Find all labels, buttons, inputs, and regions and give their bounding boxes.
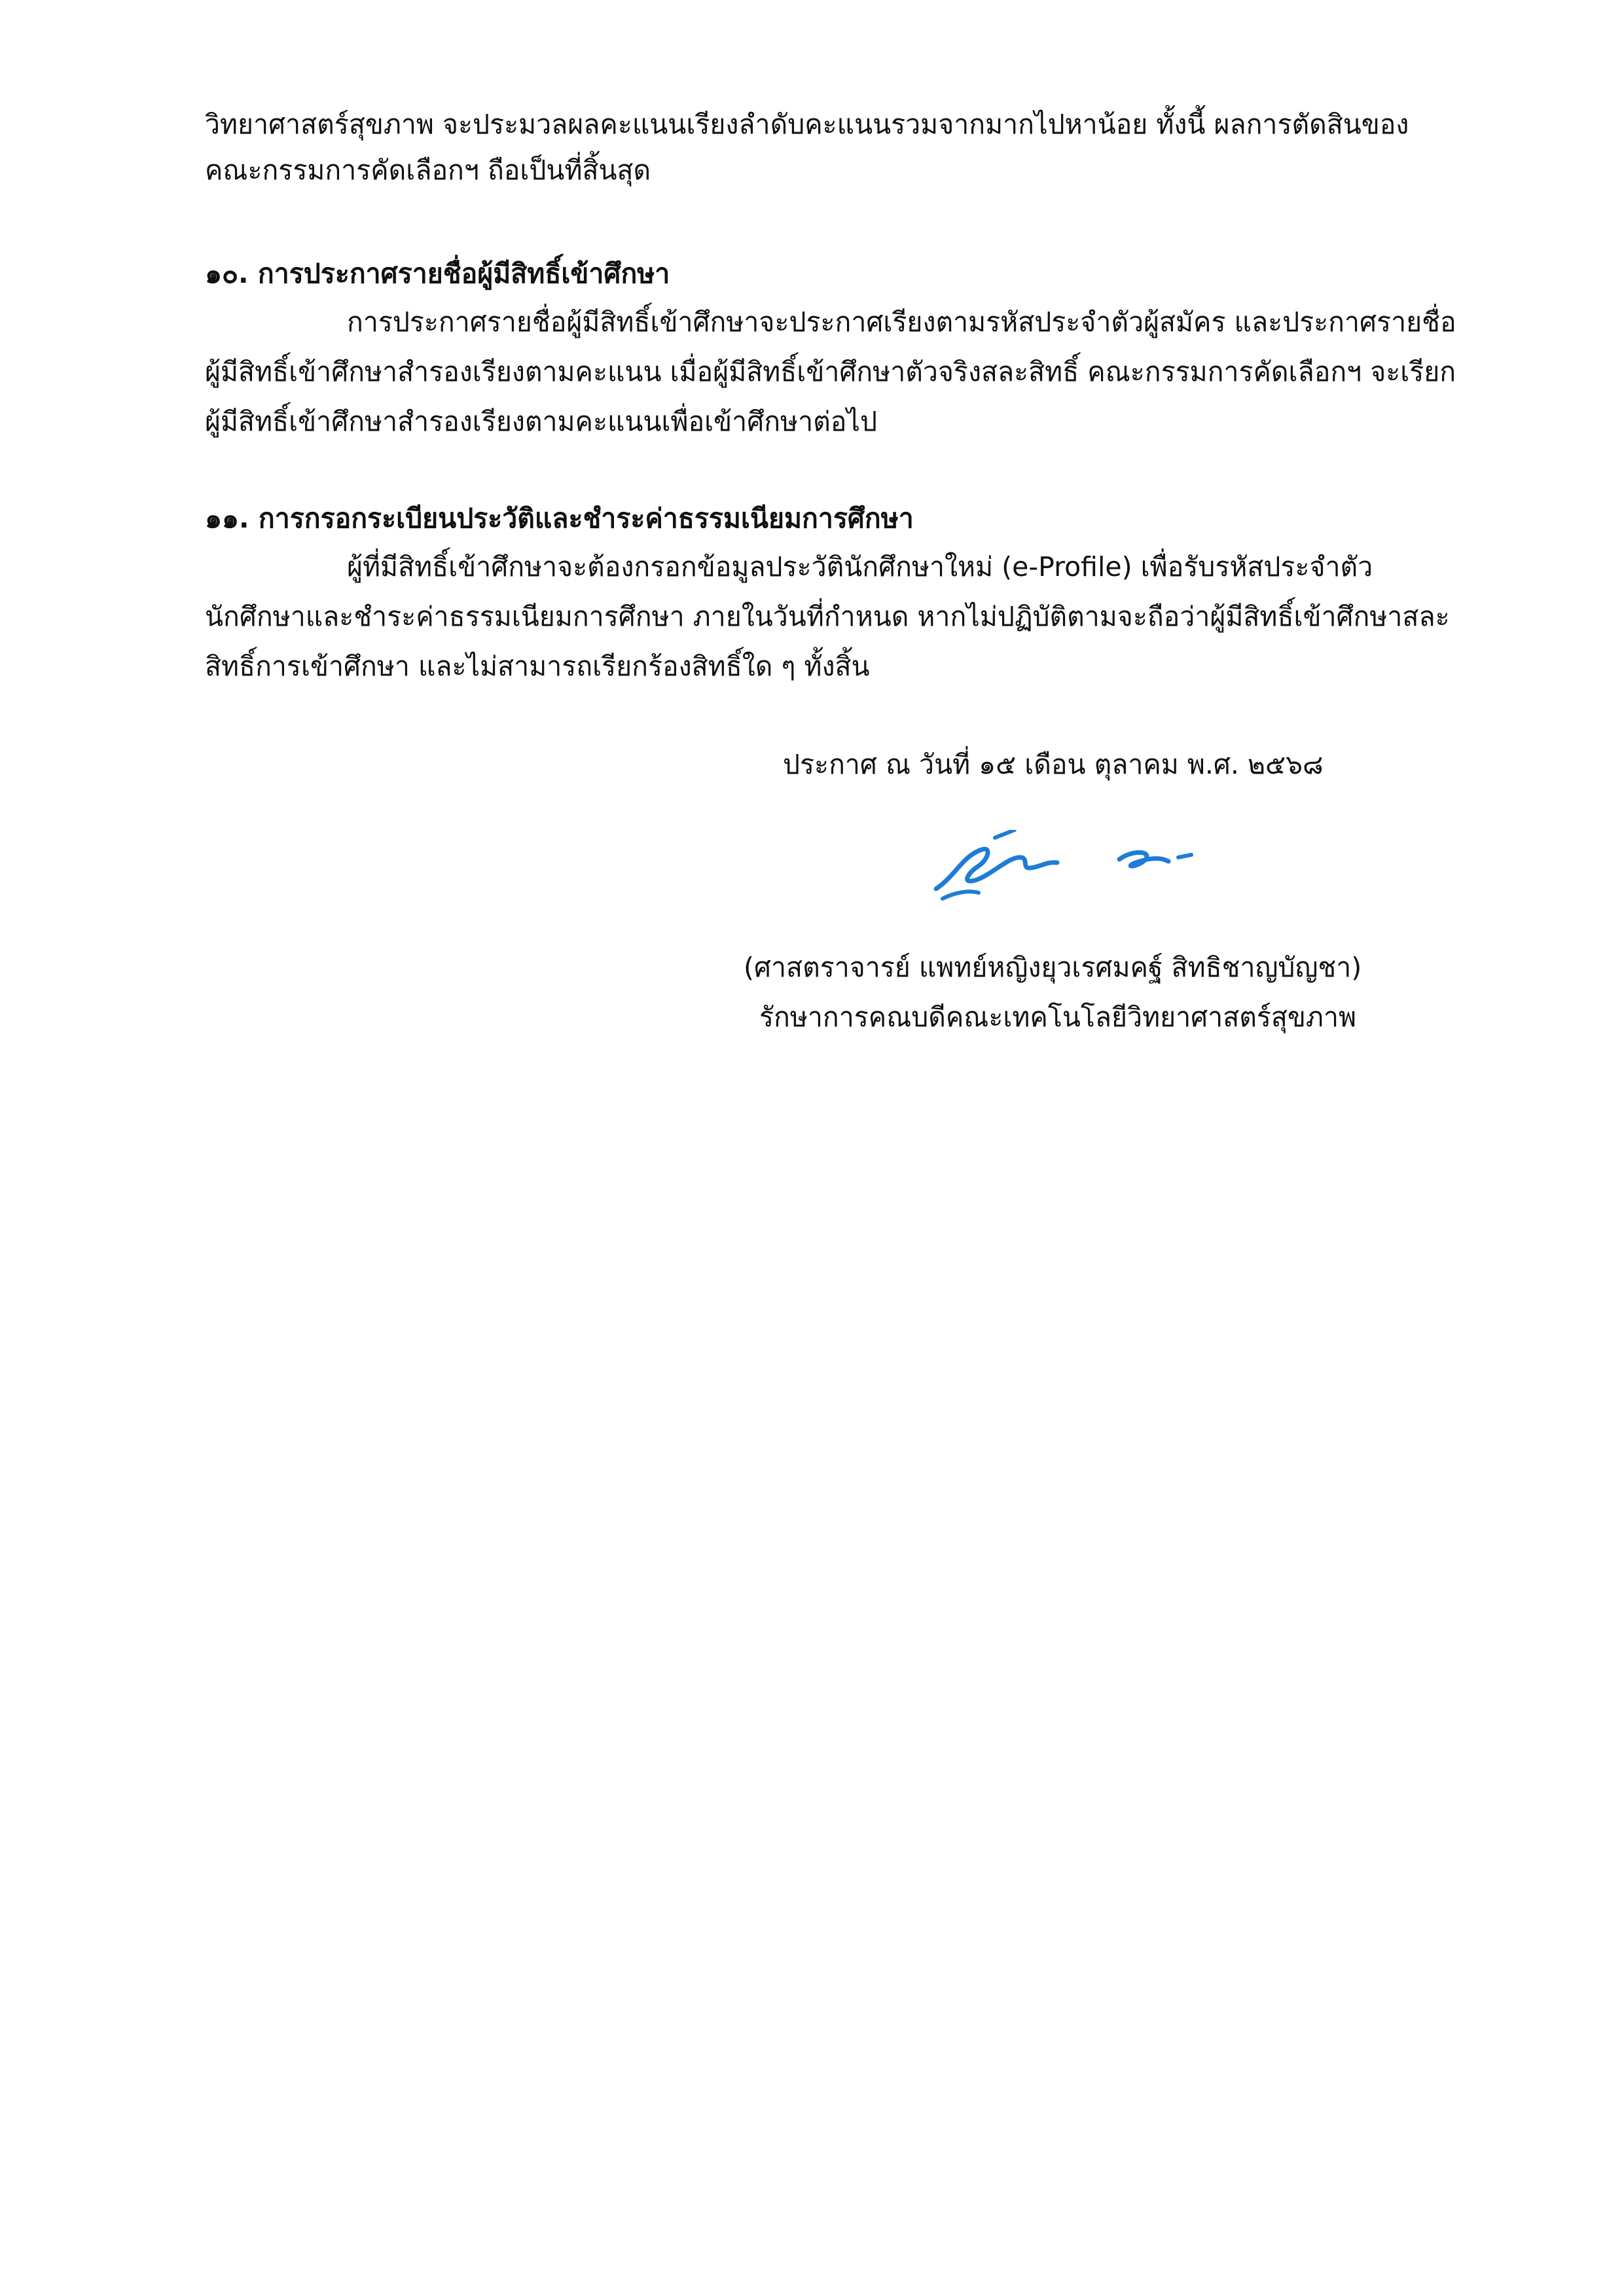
section-10-heading: ๑๐. การประกาศรายชื่อผู้มีสิทธิ์เข้าศึกษา <box>205 258 670 289</box>
signature-image <box>916 830 1244 922</box>
section-11-line-2: นักศึกษาและชำระค่าธรรมเนียมการศึกษา ภายในวันที่กำหนด หากไม่ปฏิบัติตามจะถือว่าผู้มีสิทธิ์เข้าศึกษาสละ <box>205 601 1450 632</box>
section-10-line-1: การประกาศรายชื่อผู้มีสิทธิ์เข้าศึกษาจะประกาศเรียงตามรหัสประจำตัวผู้สมัคร และประกาศรายชื่อ <box>347 306 1456 338</box>
signer-title: รักษาการคณบดีคณะเทคโนโลยีวิทยาศาสตร์สุขภาพ <box>759 1001 1356 1033</box>
section-10-line-3: ผู้มีสิทธิ์เข้าศึกษาสำรองเรียงตามคะแนนเพื่อเข้าศึกษาต่อไป <box>205 406 878 437</box>
intro-line-1: วิทยาศาสตร์สุขภาพ จะประมวลผลคะแนนเรียงลำดับคะแนนรวมจากมากไปหาน้อย ทั้งนี้ ผลการตัดสินของ <box>205 109 1409 140</box>
section-11-heading: ๑๑. การกรอกระเบียนประวัติและชำระค่าธรรมเนียมการศึกษา <box>205 503 914 534</box>
section-10-line-2: ผู้มีสิทธิ์เข้าศึกษาสำรองเรียงตามคะแนน เมื่อผู้มีสิทธิ์เข้าศึกษาตัวจริงสละสิทธิ์ คณะกรรมการคัดเลือกฯ จะเรียก <box>205 356 1456 387</box>
intro-line-2: คณะกรรมการคัดเลือกฯ ถือเป็นที่สิ้นสุด <box>205 154 651 186</box>
section-11-line-3: สิทธิ์การเข้าศึกษา และไม่สามารถเรียกร้องสิทธิ์ใด ๆ ทั้งสิ้น <box>205 651 870 682</box>
signer-name: (ศาสตราจารย์ แพทย์หญิงยุวเรศมคฐ์ สิทธิชาญบัญชา) <box>744 952 1362 983</box>
section-11-line-1: ผู้ที่มีสิทธิ์เข้าศึกษาจะต้องกรอกข้อมูลประวัตินักศึกษาใหม่ (e-Profile) เพื่อรับรหัสประจำตัว <box>347 551 1373 583</box>
announcement-date: ประกาศ ณ วันที่ ๑๕ เดือน ตุลาคม พ.ศ. ๒๕๖๘ <box>783 749 1324 780</box>
